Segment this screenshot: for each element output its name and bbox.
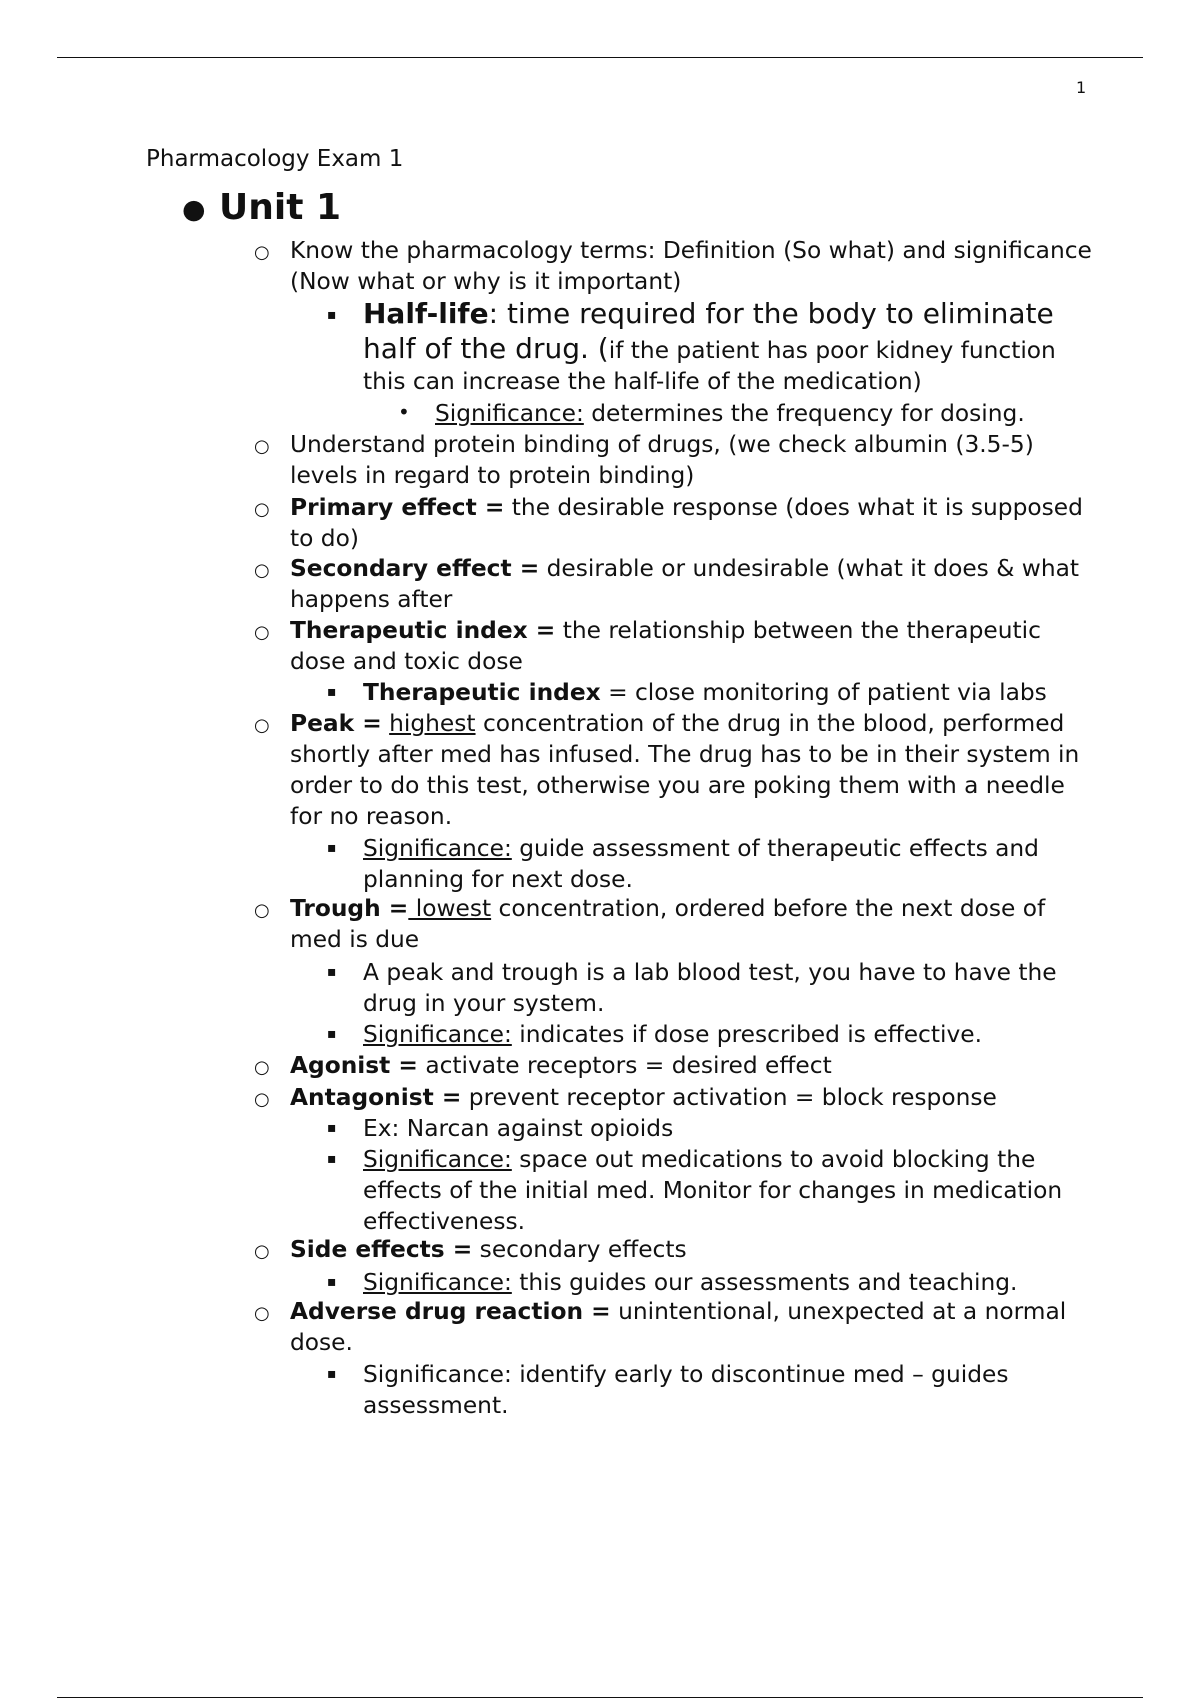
list-item-side-effects-significance (363, 1267, 1103, 1298)
list-item-therapeutic-index-note (363, 677, 1103, 708)
list-item-trough-significance (363, 1019, 1103, 1050)
term-label: Therapeutic index = (290, 617, 556, 644)
term-definition: concentration of the drug in the blood, performed shortly after med has infused. The drug has to be in their system in order to do this test, otherwise you are poking them with a needle for no reason. (290, 710, 1080, 830)
term-note: if the patient has poor kidney function this can increase the half-life of the medication) (363, 337, 1056, 395)
term-definition: secondary effects (472, 1236, 687, 1263)
square-bullet-icon: ▪ (327, 1026, 337, 1042)
list-item-half-life-significance (435, 398, 1095, 429)
significance-text: space out medications to avoid blocking the effects of the initial med. Monitor for changes in medication effectiveness. (363, 1146, 1063, 1235)
circle-bullet-icon: ○ (254, 499, 270, 520)
square-bullet-icon: ▪ (327, 684, 337, 700)
significance-label: Significance: (435, 400, 584, 427)
list-item-primary-effect (290, 492, 1100, 554)
term-label: Adverse drug reaction = (290, 1298, 611, 1325)
header-rule (57, 57, 1143, 58)
square-bullet-icon: ▪ (327, 307, 337, 323)
list-item-side-effects (290, 1234, 1100, 1265)
list-item-antagonist-significance (363, 1144, 1103, 1237)
circle-bullet-icon: ○ (254, 242, 270, 263)
square-bullet-icon: ▪ (327, 1366, 337, 1382)
circle-bullet-icon: ○ (254, 436, 270, 457)
term-definition: desirable or undesirable (what it does & what happens after (290, 555, 1080, 613)
significance-label: Significance: (363, 1269, 512, 1296)
document-title: Pharmacology Exam 1 (146, 146, 404, 172)
term-definition: prevent receptor activation = block response (461, 1084, 997, 1111)
term-definition: activate receptors = desired effect (417, 1052, 832, 1079)
significance-text: indicates if dose prescribed is effective. (511, 1021, 982, 1048)
term-definition: = close monitoring of patient via labs (600, 679, 1047, 706)
term-label: Half-life (363, 297, 489, 330)
term-label: Therapeutic index (363, 679, 601, 706)
footer-rule (57, 1697, 1143, 1698)
term-emphasis: highest (389, 710, 476, 737)
dot-bullet-icon: • (398, 400, 410, 424)
square-bullet-icon: ▪ (327, 964, 337, 980)
square-bullet-icon: ▪ (327, 1120, 337, 1136)
term-label: Peak = (290, 710, 382, 737)
list-item-antagonist (290, 1082, 1100, 1113)
term-definition: : time required for the body to eliminate half of the drug. ( (363, 297, 1054, 365)
term-label: Antagonist = (290, 1084, 462, 1111)
term-definition: unintentional, unexpected at a normal dose. (290, 1298, 1067, 1356)
term-label: Secondary effect = (290, 555, 540, 582)
significance-label: Significance: (363, 1021, 512, 1048)
list-item-agonist (290, 1050, 1100, 1081)
term-emphasis: lowest (408, 895, 492, 922)
term-label: Side effects = (290, 1236, 473, 1263)
list-item-peak (290, 708, 1100, 832)
term-definition: the relationship between the therapeutic dose and toxic dose (290, 617, 1041, 675)
circle-bullet-icon: ○ (254, 1057, 270, 1078)
circle-bullet-icon: ○ (254, 1089, 270, 1110)
list-item-trough (290, 893, 1100, 955)
list-item-therapeutic-index (290, 615, 1100, 677)
unit-heading: Unit 1 (219, 187, 341, 228)
list-item-secondary-effect (290, 553, 1100, 615)
term-label: Trough = (290, 895, 409, 922)
list-item-half-life (363, 296, 1103, 397)
circle-bullet-icon: ○ (254, 1303, 270, 1324)
circle-bullet-icon: ○ (254, 560, 270, 581)
list-item-antagonist-example: Ex: Narcan against opioids (363, 1115, 674, 1142)
term-label: Primary effect = (290, 494, 505, 521)
bullet-icon: ● (182, 194, 206, 225)
page-number: 1 (1076, 78, 1087, 97)
list-item-adverse-drug-reaction (290, 1296, 1100, 1358)
term-definition: the desirable response (does what it is supposed to do) (290, 494, 1083, 552)
circle-bullet-icon: ○ (254, 1241, 270, 1262)
significance-text: this guides our assessments and teaching. (511, 1269, 1018, 1296)
term-label: Agonist = (290, 1052, 418, 1079)
significance-text: determines the frequency for dosing. (583, 400, 1025, 427)
square-bullet-icon: ▪ (327, 840, 337, 856)
circle-bullet-icon: ○ (254, 715, 270, 736)
list-item-trough-note: A peak and trough is a lab blood test, you have to have the drug in your system. (363, 959, 1057, 1017)
significance-label: Significance: (363, 835, 512, 862)
square-bullet-icon: ▪ (327, 1151, 337, 1167)
circle-bullet-icon: ○ (254, 900, 270, 921)
square-bullet-icon: ▪ (327, 1274, 337, 1290)
list-item-adverse-drug-reaction-significance: Significance: identify early to discontinue med – guides assessment. (363, 1361, 1009, 1419)
term-definition: concentration, ordered before the next dose of med is due (290, 895, 1046, 953)
list-item-terms: Know the pharmacology terms: Definition (So what) and significance (Now what or why is it important) (290, 237, 1092, 295)
list-item-protein-binding: Understand protein binding of drugs, (we check albumin (3.5-5) levels in regard to protein binding) (290, 431, 1034, 489)
list-item-peak-significance (363, 833, 1103, 895)
circle-bullet-icon: ○ (254, 622, 270, 643)
significance-text: guide assessment of therapeutic effects and planning for next dose. (363, 835, 1039, 893)
significance-label: Significance: (363, 1146, 512, 1173)
